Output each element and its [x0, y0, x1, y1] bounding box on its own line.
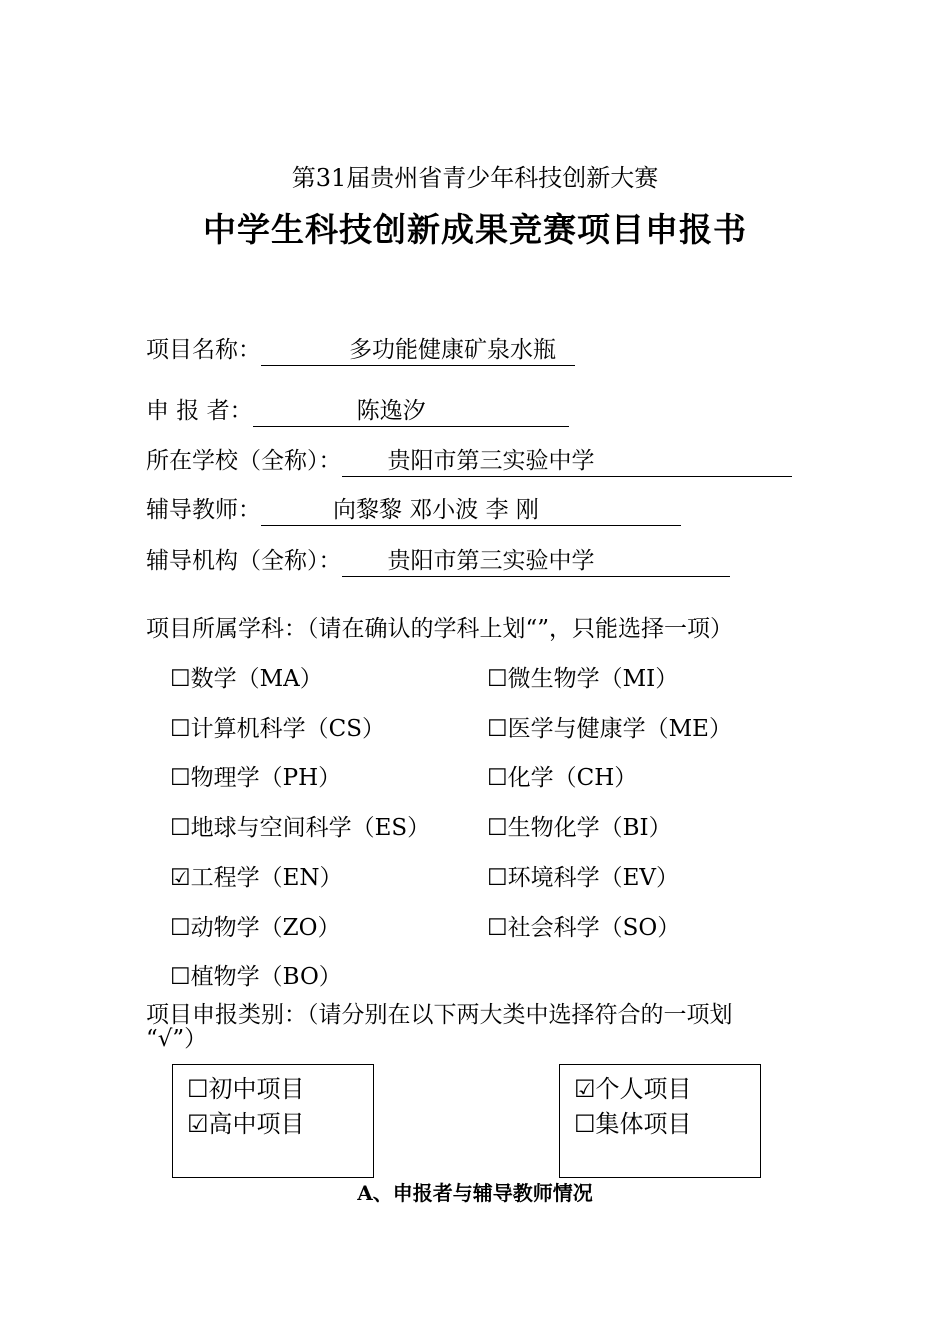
subject-label: 工程学（EN）	[190, 865, 343, 891]
option-label: 集体项目	[595, 1110, 692, 1138]
applicant-row	[146, 396, 569, 427]
advisor-label: 辅导教师：	[146, 497, 261, 523]
org-label: 辅导机构（全称）：	[146, 548, 342, 574]
checkbox-icon[interactable]: ☐	[574, 1110, 596, 1138]
checkbox-icon[interactable]: ☐	[170, 716, 191, 742]
checkbox-icon[interactable]: ☐	[170, 765, 191, 791]
category-prompt-line1: 项目申报类别：（请分别在以下两大类中选择符合的一项划	[146, 1002, 733, 1028]
project-name-label: 项目名称：	[146, 337, 261, 363]
subject-social[interactable]	[487, 913, 680, 943]
checkbox-icon[interactable]: ☐	[170, 915, 191, 941]
option-label: 初中项目	[208, 1075, 305, 1103]
subject-label: 化学（CH）	[507, 765, 638, 791]
section-a-heading: A、申报者与辅导教师情况	[357, 1181, 593, 1205]
checkbox-icon[interactable]: ☐	[187, 1075, 209, 1103]
advisor-field[interactable]	[261, 495, 681, 526]
subject-biochemistry[interactable]	[487, 813, 672, 843]
subject-environment[interactable]	[487, 863, 679, 893]
option-label: 个人项目	[595, 1075, 692, 1103]
school-value: 贵阳市第三实验中学	[387, 448, 595, 474]
document-title: 中学生科技创新成果竞赛项目申报书	[203, 210, 747, 249]
checkbox-icon[interactable]: ☐	[487, 865, 508, 891]
subject-label: 动物学（ZO）	[190, 915, 341, 941]
project-name-row	[146, 335, 575, 366]
project-name-value: 多功能健康矿泉水瓶	[349, 337, 556, 363]
checkbox-checked-icon[interactable]: ☑	[170, 865, 191, 891]
org-value: 贵阳市第三实验中学	[387, 548, 595, 574]
document-subtitle: 第31届贵州省青少年科技创新大赛	[291, 164, 659, 192]
subject-label: 植物学（BO）	[190, 964, 342, 990]
subject-label: 社会科学（SO）	[507, 915, 681, 941]
option-label: 高中项目	[208, 1110, 305, 1138]
subject-chemistry[interactable]	[487, 763, 637, 793]
org-row	[146, 546, 730, 577]
checkbox-icon[interactable]: ☐	[170, 964, 191, 990]
subject-math[interactable]	[170, 664, 323, 694]
subject-label: 微生物学（MI）	[507, 666, 679, 692]
subject-label: 计算机科学（CS）	[190, 716, 385, 742]
subject-label: 环境科学（EV）	[507, 865, 680, 891]
checkbox-checked-icon[interactable]: ☑	[574, 1075, 596, 1103]
school-field[interactable]	[342, 446, 792, 477]
checkbox-checked-icon[interactable]: ☑	[187, 1110, 209, 1138]
subject-label: 数学（MA）	[190, 666, 323, 692]
subject-label: 生物化学（BI）	[507, 815, 672, 841]
applicant-value: 陈逸汐	[356, 398, 426, 424]
subject-label: 地球与空间科学（ES）	[190, 815, 431, 841]
team-category-box	[559, 1064, 761, 1178]
checkbox-icon[interactable]: ☐	[487, 666, 508, 692]
level-senior[interactable]	[187, 1109, 305, 1139]
checkbox-icon[interactable]: ☐	[487, 915, 508, 941]
school-label: 所在学校（全称）：	[146, 448, 342, 474]
level-junior[interactable]	[187, 1074, 305, 1104]
subject-engineering[interactable]	[170, 863, 343, 893]
subject-cs[interactable]	[170, 714, 385, 744]
checkbox-icon[interactable]: ☐	[487, 716, 508, 742]
subject-microbiology[interactable]	[487, 664, 678, 694]
subject-label: 医学与健康学（ME）	[507, 716, 732, 742]
type-group[interactable]	[574, 1109, 692, 1139]
checkbox-icon[interactable]: ☐	[487, 765, 508, 791]
school-row	[146, 446, 792, 477]
subject-zoology[interactable]	[170, 913, 340, 943]
subject-label: 物理学（PH）	[190, 765, 342, 791]
subject-earth-space[interactable]	[170, 813, 430, 843]
type-individual[interactable]	[574, 1074, 692, 1104]
advisor-row	[146, 495, 681, 526]
subject-prompt: 项目所属学科：（请在确认的学科上划“”，只能选择一项）	[146, 616, 734, 642]
checkbox-icon[interactable]: ☐	[170, 815, 191, 841]
applicant-field[interactable]	[253, 396, 569, 427]
applicant-label: 申 报 者：	[146, 398, 253, 424]
checkbox-icon[interactable]: ☐	[170, 666, 191, 692]
category-prompt-line2: “√”）	[146, 1026, 208, 1052]
org-field[interactable]	[342, 546, 730, 577]
checkbox-icon[interactable]: ☐	[487, 815, 508, 841]
subject-botany[interactable]	[170, 962, 342, 992]
advisor-value: 向黎黎 邓小波 李 刚	[333, 497, 539, 523]
subject-physics[interactable]	[170, 763, 341, 793]
subject-medicine[interactable]	[487, 714, 732, 744]
project-name-field[interactable]	[261, 335, 575, 366]
level-category-box	[172, 1064, 374, 1178]
